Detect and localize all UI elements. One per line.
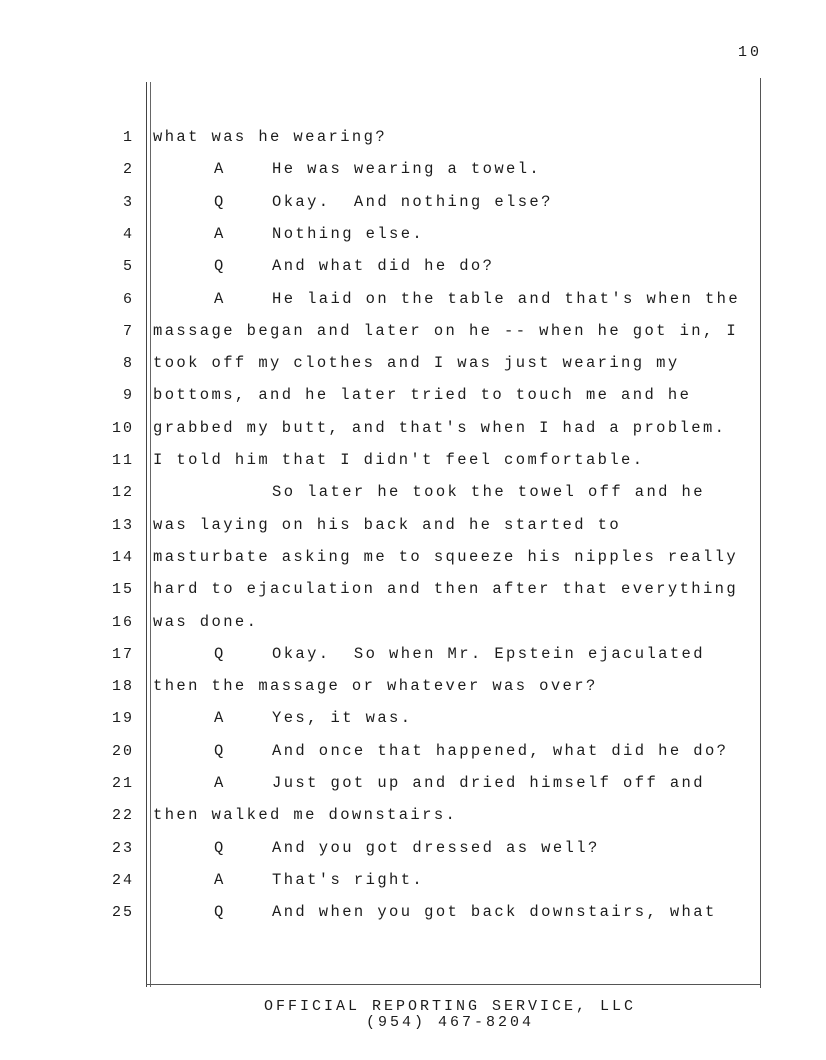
line-number: 6: [122, 290, 134, 308]
transcript-line: [0, 288, 826, 320]
line-text: And what did he do?: [272, 257, 495, 276]
speaker-label: A: [214, 160, 224, 179]
transcript-body: [0, 126, 826, 936]
page-number: 10: [738, 44, 763, 61]
transcript-line: [0, 772, 826, 804]
line-text: Yes, it was.: [272, 709, 413, 728]
line-text: then walked me downstairs.: [153, 806, 458, 825]
line-number: 8: [122, 355, 134, 373]
line-number: 14: [111, 548, 134, 566]
margin-rule-bottom: [146, 984, 761, 985]
transcript-line: [0, 837, 826, 869]
transcript-line: [0, 675, 826, 707]
line-number: 13: [111, 516, 134, 534]
line-text: then the massage or whatever was over?: [153, 677, 598, 696]
speaker-label: Q: [214, 903, 224, 922]
line-number: 10: [111, 419, 134, 437]
line-number: 16: [111, 613, 134, 631]
line-number: 2: [122, 161, 134, 179]
line-text: grabbed my butt, and that's when I had a problem.: [153, 418, 727, 437]
transcript-line: [0, 417, 826, 449]
transcript-line: [0, 707, 826, 739]
transcript-line: [0, 869, 826, 901]
speaker-label: Q: [214, 192, 224, 211]
speaker-label: Q: [214, 644, 224, 663]
line-text: masturbate asking me to squeeze his nipples really: [153, 547, 739, 566]
line-text: hard to ejaculation and then after that everything: [153, 580, 739, 599]
line-number: 23: [111, 839, 134, 857]
footer-phone: (954) 467-8204: [365, 1014, 535, 1031]
line-text: He was wearing a towel.: [272, 160, 542, 179]
line-number: 12: [111, 484, 134, 502]
transcript-line: [0, 514, 826, 546]
line-text: He laid on the table and that's when the: [272, 289, 741, 308]
line-number: 5: [122, 258, 134, 276]
line-text: I told him that I didn't feel comfortable.: [153, 451, 645, 469]
transcript-line: [0, 384, 826, 416]
line-text: took off my clothes and I was just wearing my: [153, 354, 680, 373]
line-number: 20: [111, 742, 134, 760]
transcript-line: [0, 546, 826, 578]
footer-firm-name: OFFICIAL REPORTING SERVICE, LLC: [263, 998, 637, 1015]
speaker-label: A: [214, 224, 224, 243]
line-text: Just got up and dried himself off and: [272, 774, 705, 792]
speaker-label: Q: [214, 257, 224, 276]
transcript-line: [0, 158, 826, 190]
line-text: So later he took the towel off and he: [272, 483, 705, 502]
line-text: bottoms, and he later tried to touch me and he: [153, 386, 692, 405]
transcript-line: [0, 320, 826, 352]
speaker-label: Q: [214, 838, 224, 857]
transcript-line: [0, 611, 826, 643]
line-number: 15: [111, 581, 134, 599]
transcript-line: [0, 901, 826, 933]
line-text: Nothing else.: [272, 224, 425, 243]
transcript-line: [0, 255, 826, 287]
line-text: And you got dressed as well?: [272, 838, 600, 857]
transcript-line: [0, 740, 826, 772]
speaker-label: A: [214, 289, 224, 308]
transcript-line: [0, 643, 826, 675]
line-number: 18: [111, 678, 134, 696]
speaker-label: A: [214, 870, 224, 889]
line-text: was done.: [153, 612, 259, 631]
transcript-line: [0, 223, 826, 255]
line-number: 21: [111, 775, 134, 792]
line-number: 7: [122, 322, 134, 340]
transcript-line: [0, 352, 826, 384]
line-number: 1: [122, 129, 134, 146]
transcript-line: [0, 449, 826, 481]
line-number: 3: [122, 193, 134, 211]
line-text: That's right.: [272, 870, 425, 889]
line-number: 22: [111, 807, 134, 825]
line-text: And when you got back downstairs, what: [272, 903, 717, 922]
transcript-line: [0, 578, 826, 610]
line-text: Okay. And nothing else?: [272, 192, 553, 211]
line-number: 9: [122, 387, 134, 405]
line-text: Okay. So when Mr. Epstein ejaculated: [272, 644, 705, 663]
line-number: 19: [111, 710, 134, 728]
transcript-line: [0, 481, 826, 513]
line-text: was laying on his back and he started to: [153, 515, 622, 534]
line-number: 24: [111, 871, 134, 889]
line-number: 4: [122, 225, 134, 243]
line-text: what was he wearing?: [153, 128, 388, 146]
line-text: And once that happened, what did he do?: [272, 741, 729, 760]
transcript-line: [0, 804, 826, 836]
speaker-label: A: [214, 774, 224, 792]
speaker-label: A: [214, 709, 224, 728]
line-number: 11: [111, 452, 134, 469]
line-number: 17: [111, 645, 134, 663]
line-number: 25: [111, 904, 134, 922]
speaker-label: Q: [214, 741, 224, 760]
line-text: massage began and later on he -- when he got in, I: [153, 321, 739, 340]
transcript-line: [0, 126, 826, 158]
transcript-line: [0, 191, 826, 223]
